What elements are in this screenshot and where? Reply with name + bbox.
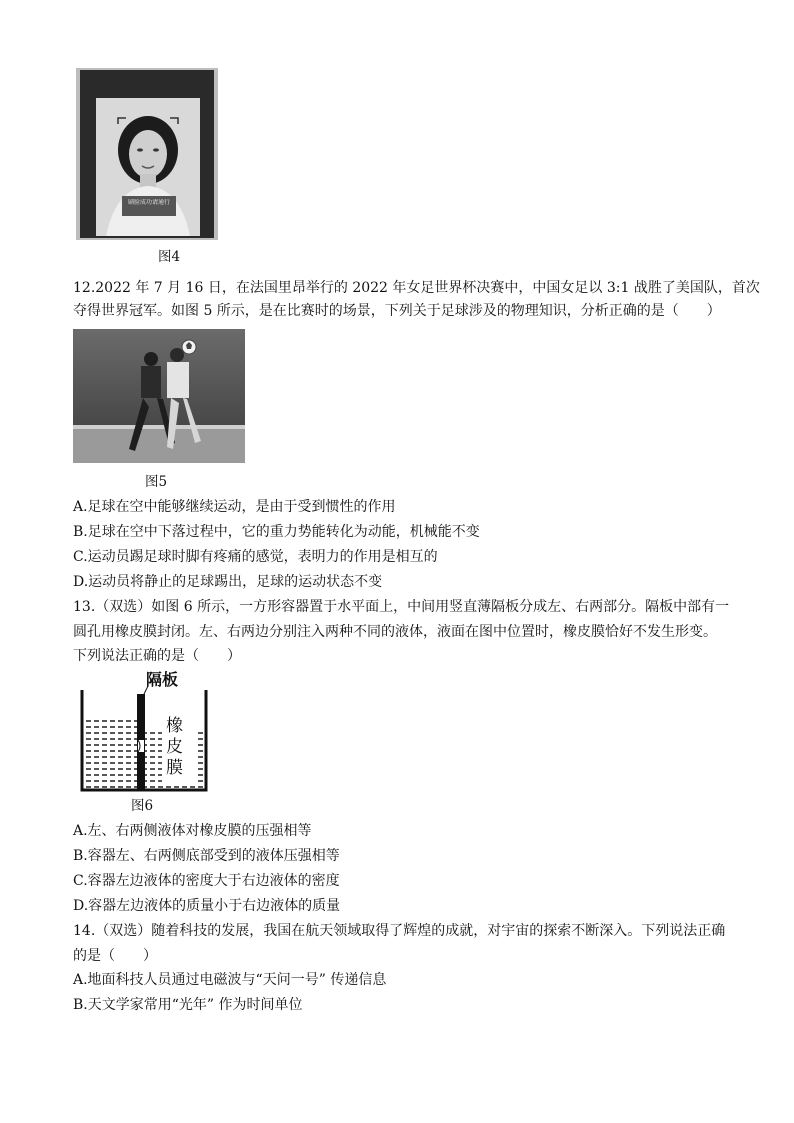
figure-5-soccer-match-photo — [73, 329, 245, 463]
membrane-label-char-3: 膜 — [166, 758, 183, 778]
question-12-option-b: B.足球在空中下落过程中，它的重力势能转化为动能，机械能不变 — [73, 524, 480, 540]
figure-6-membrane-label — [166, 716, 186, 779]
question-13-stem-line-2: 圆孔用橡皮膜封闭。左、右两边分别注入两种不同的液体，液面在图中位置时，橡皮膜恰好不发生形变。 — [73, 624, 717, 640]
figure-4-caption: 图4 — [158, 249, 181, 265]
question-14-stem-line-1: 14.（双选）随着科技的发展，我国在航天领域取得了辉煌的成就，对宇宙的探索不断深入。下列说法正确 — [73, 923, 726, 939]
question-13-option-c: C.容器左边液体的密度大于右边液体的密度 — [73, 873, 340, 889]
figure-5-caption: 图5 — [145, 474, 168, 490]
figure-6-partition-label: 隔板 — [146, 670, 179, 689]
question-13-option-b: B.容器左、右两侧底部受到的液体压强相等 — [73, 848, 340, 864]
figure-4-overlay-text: 刷脸成功请通行 — [127, 199, 170, 206]
question-14-option-b: B.天文学家常用“光年” 作为时间单位 — [73, 997, 303, 1013]
membrane-label-char-1: 橡 — [166, 716, 183, 736]
question-12-option-d: D.运动员将静止的足球踢出，足球的运动状态不变 — [73, 574, 383, 590]
question-13-stem-line-1: 13.（双选）如图 6 所示，一方形容器置于水平面上，中间用竖直薄隔板分成左、右两部分。隔板中部有一 — [73, 599, 730, 615]
question-12-option-c: C.运动员踢足球时脚有疼痛的感觉，表明力的作用是相互的 — [73, 549, 438, 565]
question-12-stem-line-2: 夺得世界冠军。如图 5 所示，是在比赛时的场景，下列关于足球涉及的物理知识，分析正确的是（ ） — [73, 303, 721, 319]
question-12-option-a: A.足球在空中能够继续运动，是由于受到惯性的作用 — [73, 499, 396, 515]
question-14-stem-line-2: 的是（ ） — [73, 948, 157, 964]
figure-4-face-scan-photo — [76, 68, 218, 240]
question-12-stem-line-1: 12.2022 年 7 月 16 日，在法国里昂举行的 2022 年女足世界杯决赛中，中国女足以 3:1 战胜了美国队，首次 — [73, 280, 760, 296]
question-13-option-a: A.左、右两侧液体对橡皮膜的压强相等 — [73, 823, 312, 839]
question-13-stem-line-3: 下列说法正确的是（ ） — [73, 648, 241, 664]
membrane-label-char-2: 皮 — [166, 737, 183, 757]
figure-6-container-diagram — [78, 670, 212, 794]
question-14-option-a: A.地面科技人员通过电磁波与“天问一号” 传递信息 — [73, 972, 387, 988]
figure-6-caption: 图6 — [131, 798, 154, 814]
question-13-option-d: D.容器左边液体的质量小于右边液体的质量 — [73, 898, 341, 914]
